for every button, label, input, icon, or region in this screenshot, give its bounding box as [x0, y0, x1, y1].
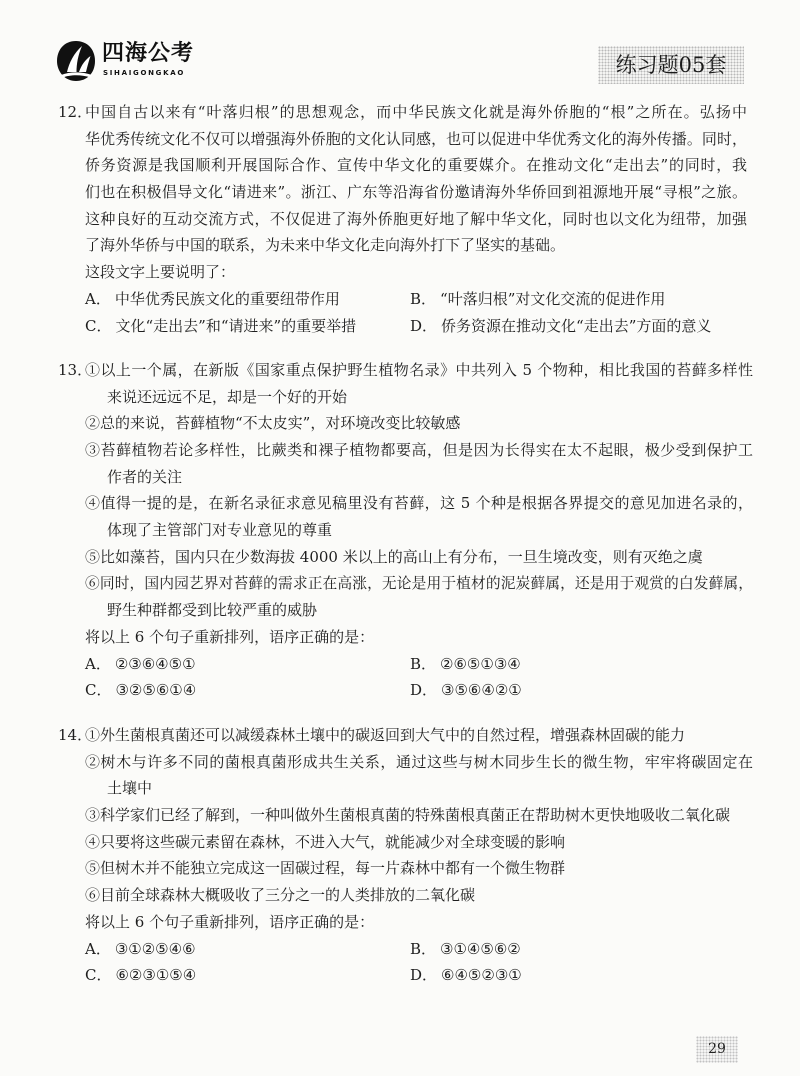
option-a — [85, 651, 410, 678]
sentence-line: 作者的关注 — [107, 467, 183, 486]
set-label — [598, 46, 744, 84]
options-row — [85, 313, 800, 340]
option-letter: C． — [85, 316, 112, 335]
option-text: ③①②⑤④⑥ — [114, 939, 196, 958]
stem-line: 侨务资源是我国顺利开展国际合作、宣传中华文化的重要媒介。在推动文化“走出去”的同时，我 — [85, 156, 747, 175]
option-letter: D． — [410, 966, 438, 985]
sentence-line: ⑤但树木并不能独立完成这一固碳过程，每一片森林中都有一个微生物群 — [85, 859, 566, 878]
sentence-line: ③苔藓植物若论多样性，比蕨类和裸子植物都要高，但是因为长得实在太不起眼，极少受到保护工 — [85, 441, 753, 460]
option-b — [410, 286, 735, 313]
brand-logo — [54, 38, 204, 86]
stem-line: 这种良好的互动交流方式，不仅促进了海外侨胞更好地了解中华文化，同时也以文化为纽带，加强 — [85, 209, 747, 228]
stem-line: 们也在积极倡导文化“请进来”。浙江、广东等沿海省份邀请海外华侨回到祖源地开展“寻根”之旅。 — [85, 183, 747, 202]
option-letter: C． — [85, 966, 112, 985]
sentence-line: 野生种群都受到比较严重的威胁 — [107, 601, 318, 620]
sentence-line: 体现了主管部门对专业意见的尊重 — [107, 521, 333, 540]
option-letter: B． — [410, 654, 437, 673]
option-text: 侨务资源在推动文化“走出去”方面的意义 — [441, 316, 712, 335]
options-row — [85, 936, 800, 963]
page-number-box — [696, 1036, 738, 1063]
options-row — [85, 286, 800, 313]
sentence-line: 来说还远远不足，却是一个好的开始 — [107, 387, 348, 406]
sentence-line: ②树木与许多不同的菌根真菌形成共生关系，通过这些与树木同步生长的微生物，牢牢将碳固定在 — [85, 752, 753, 771]
option-text: ⑥④⑤②③① — [441, 966, 522, 985]
option-letter: A． — [85, 939, 111, 958]
sentence-line: ②总的来说，苔藓植物“不太皮实”，对环境改变比较敏感 — [85, 414, 461, 433]
option-letter: D． — [410, 681, 438, 700]
option-text: 文化“走出去”和“请进来”的重要举措 — [115, 316, 357, 335]
option-c — [85, 313, 410, 340]
option-b — [410, 936, 735, 963]
page-number: 29 — [708, 1041, 726, 1057]
question-12 — [0, 99, 800, 339]
sentence-line: ①外生菌根真菌还可以减缓森林土壤中的碳返回到大气中的自然过程，增强森林固碳的能力 — [85, 726, 686, 744]
option-text: 中华优秀民族文化的重要纽带作用 — [114, 289, 340, 308]
option-text: ②⑥⑤①③④ — [440, 654, 521, 673]
option-text: ③②⑤⑥①④ — [115, 681, 197, 700]
question-14 — [0, 722, 800, 989]
option-letter: C． — [85, 681, 112, 700]
question-number: 13． — [58, 361, 93, 379]
stem-line: 华优秀传统文化不仅可以增强海外侨胞的文化认同感，也可以促进中华优秀文化的海外传播。同时， — [85, 129, 747, 148]
option-letter: B． — [410, 289, 437, 308]
sentence-line: ⑥同时，国内园艺界对苔藓的需求正在高涨，无论是用于植材的泥炭藓属，还是用于观赏的白发藓属， — [85, 574, 753, 592]
question-13 — [0, 357, 800, 704]
option-letter: B． — [410, 939, 437, 958]
question-prompt: 这段文字上要说明了： — [85, 263, 236, 282]
question-prompt: 将以上 6 个句子重新排列，语序正确的是： — [85, 627, 375, 646]
option-a — [85, 936, 410, 963]
options-row — [85, 962, 800, 989]
option-letter: D． — [410, 316, 438, 335]
options-row — [85, 677, 800, 704]
option-c — [85, 677, 410, 704]
sentence-line: 土壤中 — [107, 779, 153, 798]
option-d — [410, 677, 735, 704]
sentence-line: ⑥目前全球森林大概吸收了三分之一的人类排放的二氧化碳 — [85, 886, 476, 905]
sentence-line: ④值得一提的是，在新名录征求意见稿里没有苔藓，这 5 个种是根据各界提交的意见加进名录的， — [85, 494, 753, 513]
option-text: ②③⑥④⑤① — [114, 654, 196, 673]
options-row — [85, 651, 800, 678]
logo-subtitle: SIHAIGONGKAO — [103, 69, 186, 77]
sentence-line: ③科学家们已经了解到，一种叫做外生菌根真菌的特殊菌根真菌正在帮助树木更快地吸收二氧化碳 — [85, 806, 731, 825]
option-text: “叶落归根”对文化交流的促进作用 — [440, 289, 666, 308]
option-letter: A． — [85, 654, 111, 673]
logo-name: 四海公考 — [102, 41, 195, 66]
question-prompt: 将以上 6 个句子重新排列，语序正确的是： — [85, 912, 375, 931]
sentence-line: ⑤比如藻苔，国内只在少数海拔 4000 米以上的高山上有分布，一旦生境改变，则有灭绝之虞 — [85, 547, 703, 566]
sentence-line: ④只要将这些碳元素留在森林，不进入大气，就能减少对全球变暖的影响 — [85, 832, 566, 851]
question-number: 12． — [58, 103, 93, 121]
set-title: 练习题05套 — [615, 53, 727, 77]
option-letter: A． — [85, 289, 111, 308]
question-number: 14． — [58, 726, 93, 744]
option-text: ③⑤⑥④②① — [441, 681, 522, 700]
option-d — [410, 313, 735, 340]
option-d — [410, 962, 735, 989]
stem-line: 中国自古以来有“叶落归根”的思想观念，而中华民族文化就是海外侨胞的“根”之所在。弘扬中 — [85, 103, 747, 121]
stem-line: 了海外华侨与中国的联系，为未来中华文化走向海外打下了坚实的基础。 — [85, 236, 566, 255]
sail-logo-icon — [54, 39, 98, 83]
option-a — [85, 286, 410, 313]
sentence-line: ①以上一个属，在新版《国家重点保护野生植物名录》中共列入 5 个物种，相比我国的苔藓多样性 — [85, 361, 753, 379]
option-text: ⑥②③①⑤④ — [115, 966, 197, 985]
option-b — [410, 651, 735, 678]
option-text: ③①④⑤⑥② — [440, 939, 521, 958]
option-c — [85, 962, 410, 989]
